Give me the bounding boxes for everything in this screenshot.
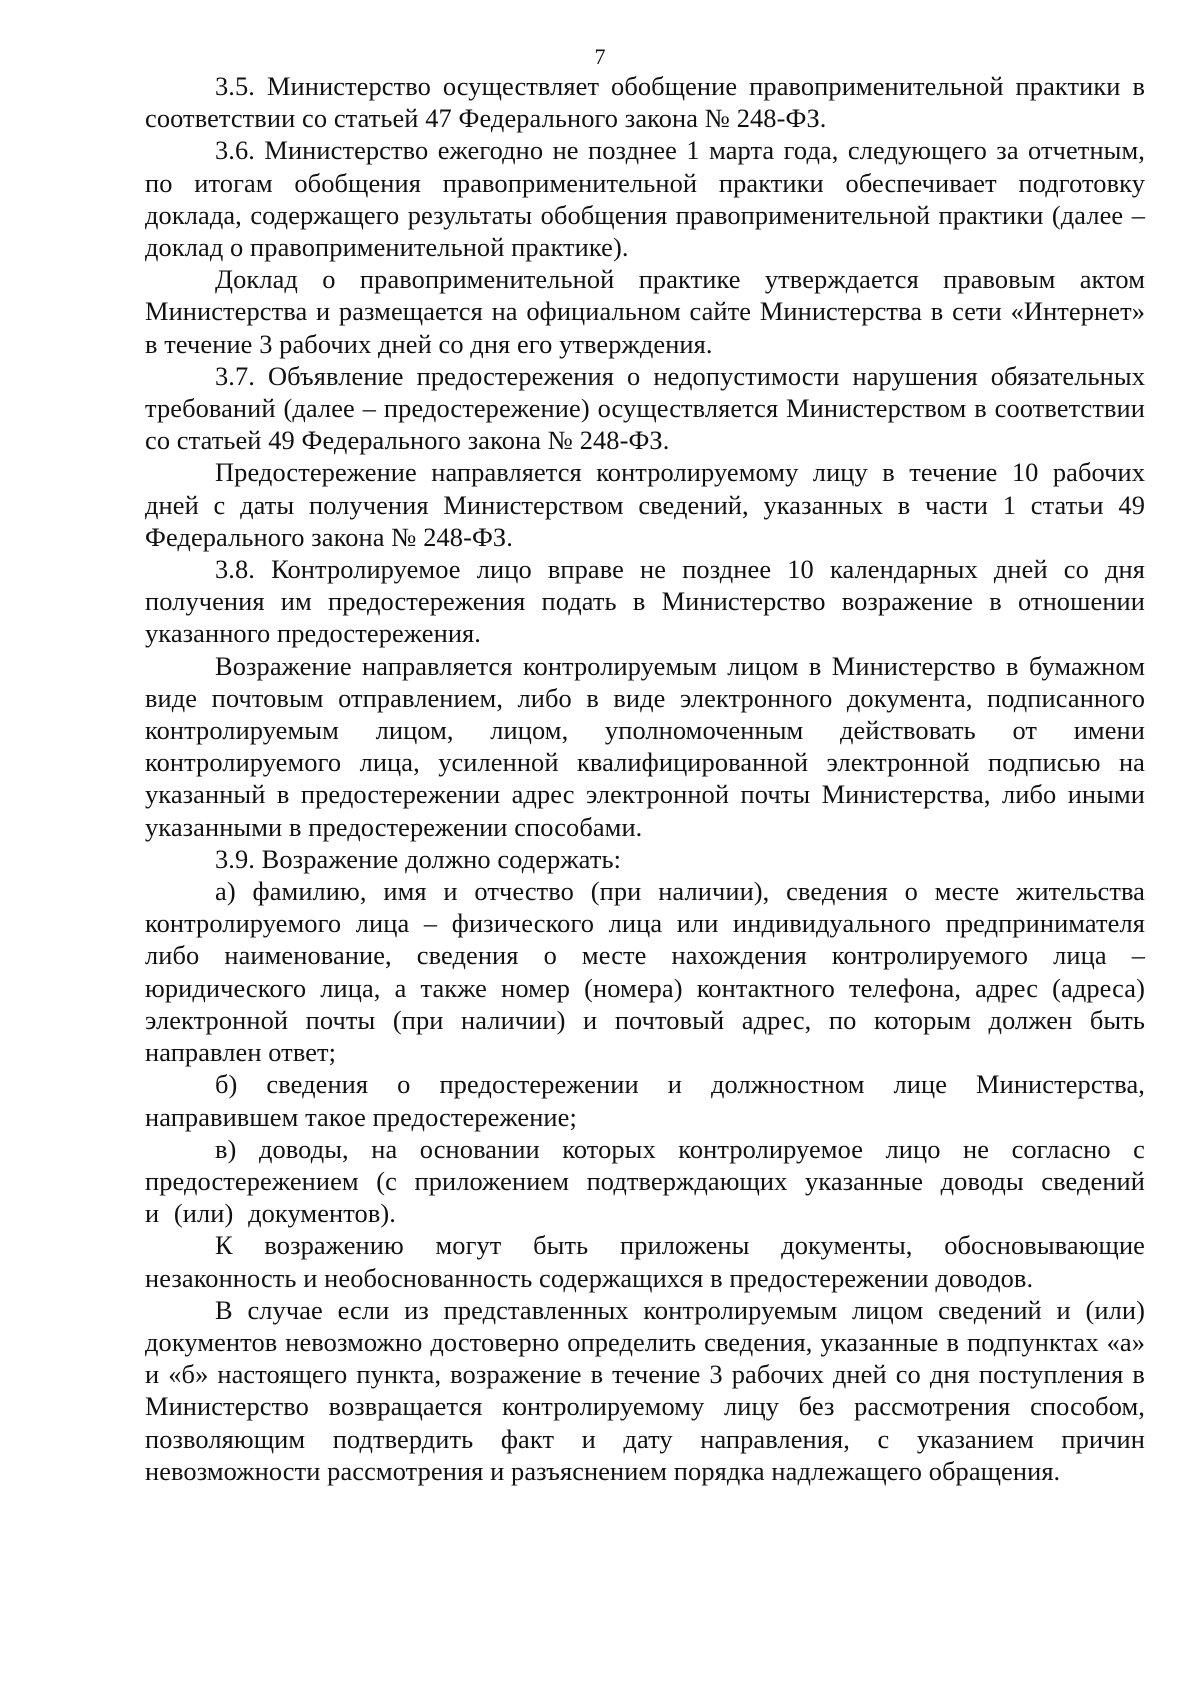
paragraph-attachments: К возражению могут быть приложены документы, обосновывающие незаконность и необоснованность содержащихся в предостережении доводов. bbox=[145, 1230, 1145, 1293]
paragraph-3-5: 3.5. Министерство осуществляет обобщение правоприменительной практики в соответствии со статьей 47 Федерального закона № 248-ФЗ. bbox=[145, 71, 1145, 134]
document-body bbox=[145, 70, 1145, 1487]
paragraph-item-c: в) доводы, на основании которых контролируемое лицо не согласно с предостережением (с приложением подтверждающих указанные доводы сведений и (или) документов). bbox=[145, 1133, 1145, 1229]
page-number: 7 bbox=[594, 44, 606, 69]
paragraph-3-9: 3.9. Возражение должно содержать: bbox=[215, 843, 622, 874]
paragraph-objection-sending: Возражение направляется контролируемым лицом в Министерство в бумажном виде почтовым отправлением, либо в виде электронного документа, подписанного контролируемым лицом, лицом, уполномоченным действовать от имени контролируемого лица, усиленной квалифицированной электронной подписью на указанный в предостережении адрес электронной почты Министерства, либо иными указанными в предостережении способами. bbox=[145, 650, 1145, 842]
paragraph-report-approval: Доклад о правоприменительной практике утверждается правовым актом Министерства и размещается на официальном сайте Министерства в сети «Интернет» в течение 3 рабочих дней со дня его утверждения. bbox=[145, 264, 1145, 359]
paragraph-warning-delivery: Предостережение направляется контролируемому лицу в течение 10 рабочих дней с даты получения Министерством сведений, указанных в части 1 статьи 49 Федерального закона № 248-ФЗ. bbox=[145, 457, 1145, 552]
paragraph-3-8: 3.8. Контролируемое лицо вправе не позднее 10 календарных дней со дня получения им предостережения подать в Министерство возражение в отношении указанного предостережения. bbox=[145, 554, 1145, 649]
paragraph-item-b: б) сведения о предостережении и должностном лице Министерства, направившем такое предостережение; bbox=[145, 1069, 1145, 1132]
paragraph-return-objection: В случае если из представленных контролируемым лицом сведений и (или) документов невозможно достоверно определить сведения, указанные в подпунктах «а» и «б» настоящего пункта, возражение в течение 3 рабочих дней со дня поступления в Министерство возвращается контролируемому лицу без рассмотрения способом, позволяющим подтвердить факт и дату направления, с указанием причин невозможности рассмотрения и разъяснением порядка надлежащего обращения. bbox=[145, 1294, 1145, 1486]
paragraph-3-6: 3.6. Министерство ежегодно не позднее 1 марта года, следующего за отчетным, по итогам обобщения правоприменительной практики обеспечивает подготовку доклада, содержащего результаты обобщения правоприменительной практики (далее – доклад о правоприменительной практике). bbox=[145, 135, 1145, 263]
paragraph-3-7: 3.7. Объявление предостережения о недопустимости нарушения обязательных требований (далее – предостережение) осуществляется Министерством в соответствии со статьей 49 Федерального закона № 248-ФЗ. bbox=[145, 360, 1145, 456]
paragraph-item-a: а) фамилию, имя и отчество (при наличии), сведения о месте жительства контролируемого лица – физического лица или индивидуального предпринимателя либо наименование, сведения о месте нахождения контролируемого лица – юридического лица, а также номер (номера) контактного телефона, адрес (адреса) электронной почты (при наличии) и почтовый адрес, по которым должен быть направлен ответ; bbox=[145, 876, 1145, 1068]
